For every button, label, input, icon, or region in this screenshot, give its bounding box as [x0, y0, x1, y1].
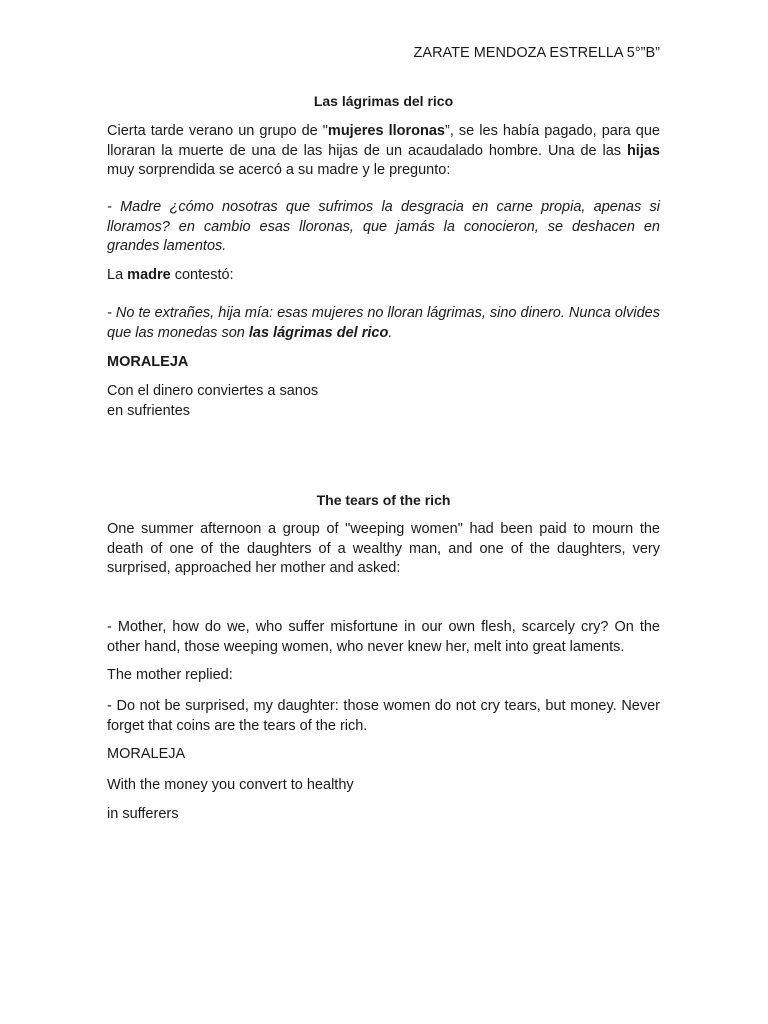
- english-title: The tears of the rich: [316, 492, 451, 508]
- spanish-p1-text-a: Cierta tarde verano un grupo de ": [107, 123, 328, 139]
- spanish-paragraph-1: [107, 122, 660, 181]
- spanish-moral-heading: MORALEJA: [107, 354, 189, 370]
- author-line: ZARATE MENDOZA ESTRELLA 5°”B”: [413, 45, 660, 61]
- spanish-moral-line-2: en sufrientes: [107, 403, 191, 419]
- spanish-p3-bold-madre: madre: [127, 267, 171, 283]
- english-paragraph-4: - Do not be surprised, my daughter: those women do not cry tears, but money. Never forget that coins are the tears of the rich.: [107, 698, 660, 734]
- spanish-paragraph-3: [107, 266, 660, 286]
- spanish-p4-text-c: .: [388, 324, 393, 341]
- spanish-title: Las lágrimas del rico: [313, 93, 454, 109]
- spanish-p1-text-c: ”, se les había pagado, para que lloraran la muerte de una de las hijas de un acaudalado hombre. Una de las: [107, 123, 660, 159]
- english-moral-heading: MORALEJA: [107, 746, 186, 762]
- spanish-p4-bold-lagrimas: las lágrimas del rico: [248, 324, 389, 341]
- document-page: [107, 0, 660, 1024]
- english-paragraph-3: The mother replied:: [107, 667, 233, 683]
- spanish-p1-text-e: muy sorprendida se acercó a su madre y le pregunto:: [107, 162, 451, 178]
- spanish-p3-text-c: contestó:: [170, 267, 234, 283]
- english-paragraph-1: One summer afternoon a group of "weeping women" had been paid to mourn the death of one of the daughters of a wealthy man, and one of the daughters, very surprised, approached her mother and asked:: [107, 521, 660, 576]
- spanish-p3-text-a: La: [107, 267, 128, 283]
- spanish-p4-text-a: - No te extrañes, hija mía: esas mujeres no lloran lágrimas, sino dinero. Nunca olvides que las monedas son: [107, 305, 660, 341]
- spanish-paragraph-4: [107, 304, 660, 343]
- spanish-paragraph-2: - Madre ¿cómo nosotras que sufrimos la desgracia en carne propia, apenas si lloramos? en cambio esas lloronas, que jamás la conocieron, se deshacen en grandes lamentos.: [107, 199, 660, 254]
- spanish-moral-line-1: Con el dinero conviertes a sanos: [107, 383, 319, 399]
- spanish-p1-bold-hijas: hijas: [626, 142, 660, 159]
- spanish-p1-bold-mujeres: mujeres lloronas: [327, 123, 445, 139]
- english-moral-line-1: With the money you convert to healthy: [107, 777, 354, 793]
- english-paragraph-2: - Mother, how do we, who suffer misfortune in our own flesh, scarcely cry? On the other hand, those weeping women, who never knew her, melt into great laments.: [107, 619, 660, 655]
- english-moral-line-2: in sufferers: [107, 806, 179, 822]
